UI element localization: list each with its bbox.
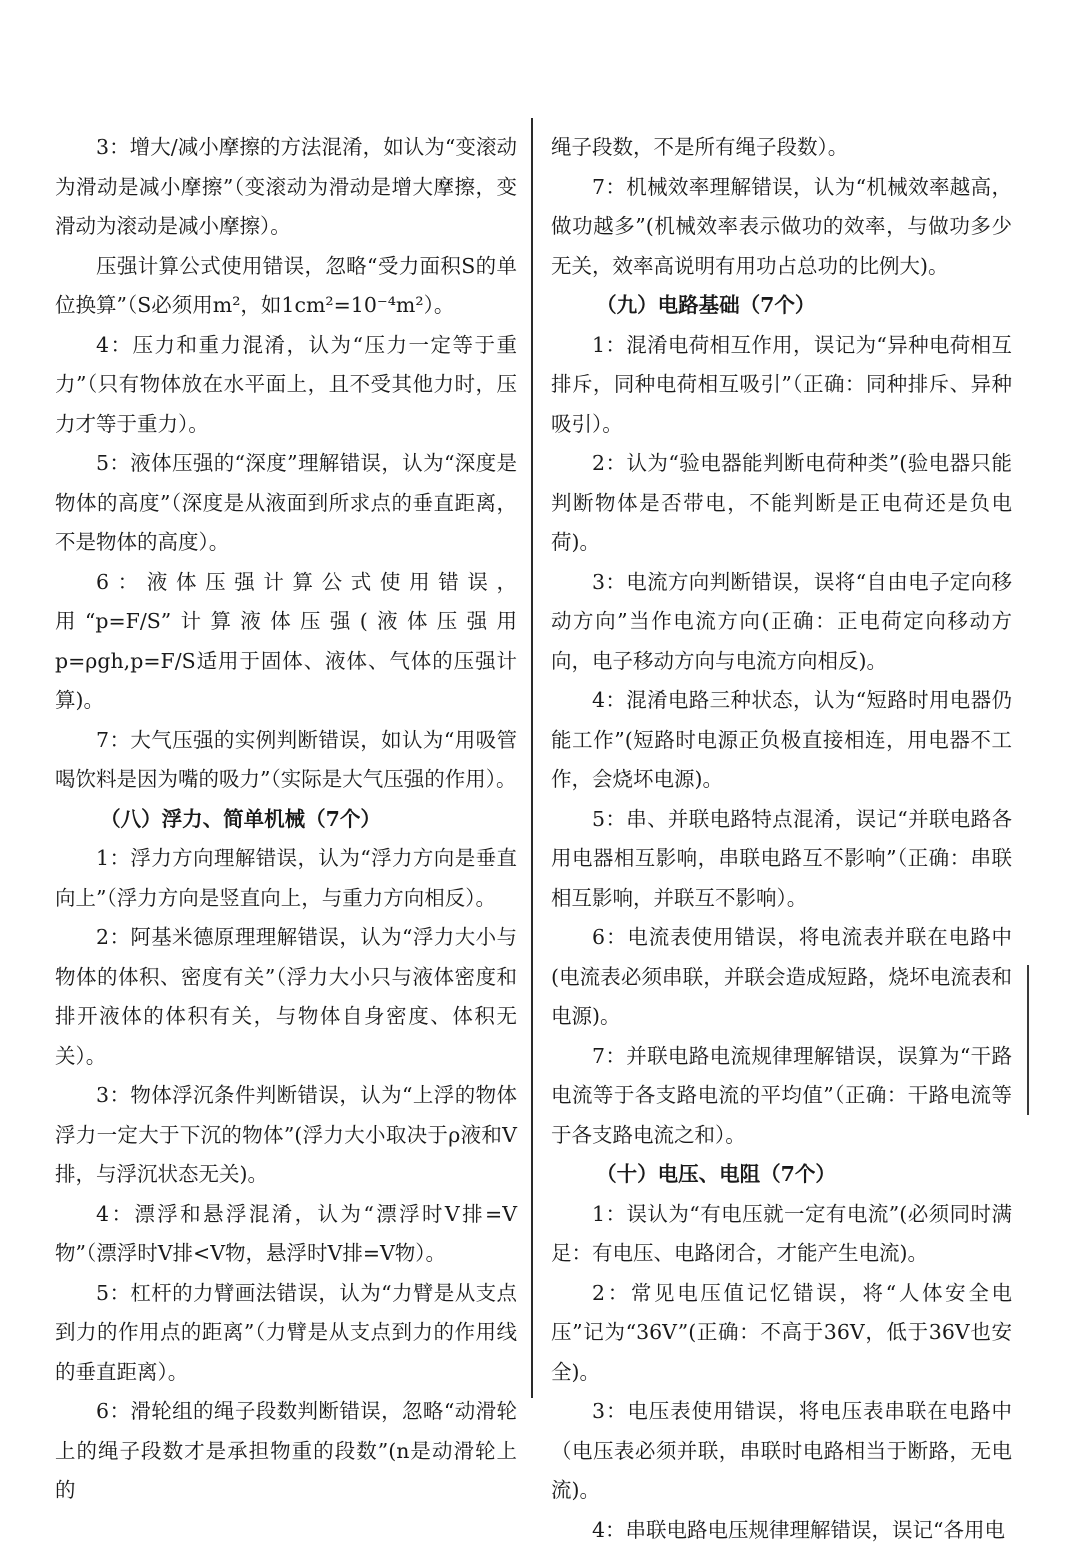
section-heading: （十）电压、电阻（7个） bbox=[551, 1155, 1012, 1195]
continued-paragraph: 绳子段数，不是所有绳子段数）。 bbox=[551, 128, 1012, 168]
item-paragraph: 5：杠杆的力臂画法错误，认为“力臂是从支点到力的作用点的距离”（力臂是从支点到力的作用线的垂直距离）。 bbox=[55, 1274, 517, 1393]
item-paragraph: 压强计算公式使用错误，忽略“受力面积S的单位换算”（S必须用m²，如1cm²=10⁻⁴m²）。 bbox=[55, 247, 517, 326]
item-paragraph: 2：常见电压值记忆错误，将“人体安全电压”记为“36V”(正确：不高于36V，低于36V也安全)。 bbox=[551, 1274, 1012, 1393]
item-paragraph: 2：认为“验电器能判断电荷种类”(验电器只能判断物体是否带电，不能判断是正电荷还是负电荷)。 bbox=[551, 444, 1012, 563]
item-paragraph: 4：压力和重力混淆，认为“压力一定等于重力”（只有物体放在水平面上，且不受其他力时，压力才等于重力）。 bbox=[55, 326, 517, 445]
item-paragraph: 3：电流方向判断错误，误将“自由电子定向移动方向”当作电流方向(正确：正电荷定向移动方向，电子移动方向与电流方向相反)。 bbox=[551, 563, 1012, 682]
scan-edge-mark bbox=[1027, 965, 1029, 1115]
item-paragraph: 1：误认为“有电压就一定有电流”(必须同时满足：有电压、电路闭合，才能产生电流)。 bbox=[551, 1195, 1012, 1274]
item-paragraph: 7：并联电路电流规律理解错误，误算为“干路电流等于各支路电流的平均值”（正确：干路电流等于各支路电流之和）。 bbox=[551, 1037, 1012, 1156]
item-paragraph: 6：滑轮组的绳子段数判断错误，忽略“动滑轮上的绳子段数才是承担物重的段数”(n是动滑轮上的 bbox=[55, 1392, 517, 1511]
right-column bbox=[551, 128, 1012, 1550]
item-paragraph: 3：物体浮沉条件判断错误，认为“上浮的物体浮力一定大于下沉的物体”(浮力大小取决于ρ液和V排，与浮沉状态无关)。 bbox=[55, 1076, 517, 1195]
item-paragraph: 3：增大/减小摩擦的方法混淆，如认为“变滚动为滑动是减小摩擦”（变滚动为滑动是增大摩擦，变滑动为滚动是减小摩擦）。 bbox=[55, 128, 517, 247]
item-paragraph: 5：串、并联电路特点混淆，误记“并联电路各用电器相互影响，串联电路互不影响”（正确：串联相互影响，并联互不影响）。 bbox=[551, 800, 1012, 919]
section-heading: （九）电路基础（7个） bbox=[551, 286, 1012, 326]
item-paragraph: 2：阿基米德原理理解错误，认为“浮力大小与物体的体积、密度有关”（浮力大小只与液体密度和排开液体的体积有关，与物体自身密度、体积无关）。 bbox=[55, 918, 517, 1076]
left-column bbox=[55, 128, 517, 1511]
section-heading: （八）浮力、简单机械（7个） bbox=[55, 800, 517, 840]
column-divider bbox=[531, 118, 533, 1398]
item-paragraph: 1：混淆电荷相互作用，误记为“异种电荷相互排斥，同种电荷相互吸引”（正确：同种排斥、异种吸引）。 bbox=[551, 326, 1012, 445]
item-paragraph: 4：串联电路电压规律理解错误，误记“各用电 bbox=[551, 1511, 1012, 1550]
item-paragraph: 3：电压表使用错误，将电压表串联在电路中（电压表必须并联，串联时电路相当于断路，无电流)。 bbox=[551, 1392, 1012, 1511]
item-paragraph: 7：机械效率理解错误，认为“机械效率越高，做功越多”(机械效率表示做功的效率，与做功多少无关，效率高说明有用功占总功的比例大)。 bbox=[551, 168, 1012, 287]
item-paragraph: 6：液体压强计算公式使用错误，用“p=F/S”计算液体压强(液体压强用p=ρgh,p=F/S适用于固体、液体、气体的压强计算)。 bbox=[55, 563, 517, 721]
item-paragraph: 7：大气压强的实例判断错误，如认为“用吸管喝饮料是因为嘴的吸力”（实际是大气压强的作用）。 bbox=[55, 721, 517, 800]
item-paragraph: 4：漂浮和悬浮混淆，认为“漂浮时V排=V物”（漂浮时V排<V物，悬浮时V排=V物）。 bbox=[55, 1195, 517, 1274]
item-paragraph: 6：电流表使用错误，将电流表并联在电路中(电流表必须串联，并联会造成短路，烧坏电流表和电源)。 bbox=[551, 918, 1012, 1037]
item-paragraph: 1：浮力方向理解错误，认为“浮力方向是垂直向上”（浮力方向是竖直向上，与重力方向相反）。 bbox=[55, 839, 517, 918]
item-paragraph: 5：液体压强的“深度”理解错误，认为“深度是物体的高度”（深度是从液面到所求点的垂直距离，不是物体的高度）。 bbox=[55, 444, 517, 563]
item-paragraph: 4：混淆电路三种状态，认为“短路时用电器仍能工作”(短路时电源正负极直接相连，用电器不工作，会烧坏电源)。 bbox=[551, 681, 1012, 800]
